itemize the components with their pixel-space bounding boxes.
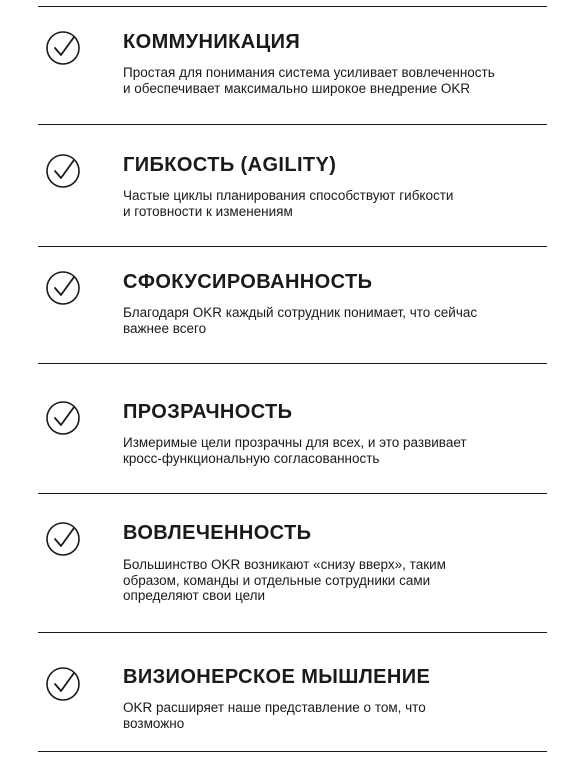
item-description xyxy=(123,305,543,336)
divider-3 xyxy=(38,363,547,364)
check-circle-icon xyxy=(45,153,81,189)
divider-2 xyxy=(38,246,547,247)
description-line: образом, команды и отдельные сотрудники сами xyxy=(123,572,431,588)
description-line: Большинство OKR возникают «снизу вверх», таким xyxy=(123,557,446,572)
divider-6 xyxy=(38,751,547,752)
check-circle-icon xyxy=(45,666,81,702)
check-circle-icon xyxy=(45,30,81,66)
divider-0 xyxy=(38,6,547,7)
description-line: и обеспечивает максимально широкое внедрение OKR xyxy=(123,80,471,96)
item-title: ВОВЛЕЧЕННОСТЬ xyxy=(123,522,312,544)
description-line: Измеримые цели прозрачны для всех, и это развивает xyxy=(123,435,467,450)
description-line: важнее всего xyxy=(123,320,207,336)
description-line: определяют свои цели xyxy=(123,588,266,603)
item-title: ВИЗИОНЕРСКОЕ МЫШЛЕНИЕ xyxy=(123,666,431,688)
item-title: СФОКУСИРОВАННОСТЬ xyxy=(123,271,373,293)
divider-4 xyxy=(38,493,547,494)
description-line: и готовности к изменениям xyxy=(123,203,293,219)
divider-1 xyxy=(38,124,547,125)
check-circle-icon xyxy=(45,521,81,557)
check-circle-icon xyxy=(45,400,81,436)
item-description xyxy=(123,188,543,219)
item-title: КОММУНИКАЦИЯ xyxy=(123,31,301,53)
item-description xyxy=(123,435,543,466)
description-line: Частые циклы планирования способствуют гибкости xyxy=(123,188,454,203)
description-line: Простая для понимания система усиливает вовлеченность xyxy=(123,65,495,80)
check-circle-icon xyxy=(45,270,81,306)
description-line: Благодаря OKR каждый сотрудник понимает, что сейчас xyxy=(123,305,478,320)
item-description xyxy=(123,700,543,731)
description-line: OKR расширяет наше представление о том, что xyxy=(123,700,426,715)
divider-5 xyxy=(38,632,547,633)
item-description xyxy=(123,65,543,96)
item-title: ГИБКОСТЬ (AGILITY) xyxy=(123,154,337,176)
item-description xyxy=(123,557,543,604)
description-line: кросс-функциональную согласованность xyxy=(123,450,380,466)
description-line: возможно xyxy=(123,715,185,731)
item-title: ПРОЗРАЧНОСТЬ xyxy=(123,401,293,423)
